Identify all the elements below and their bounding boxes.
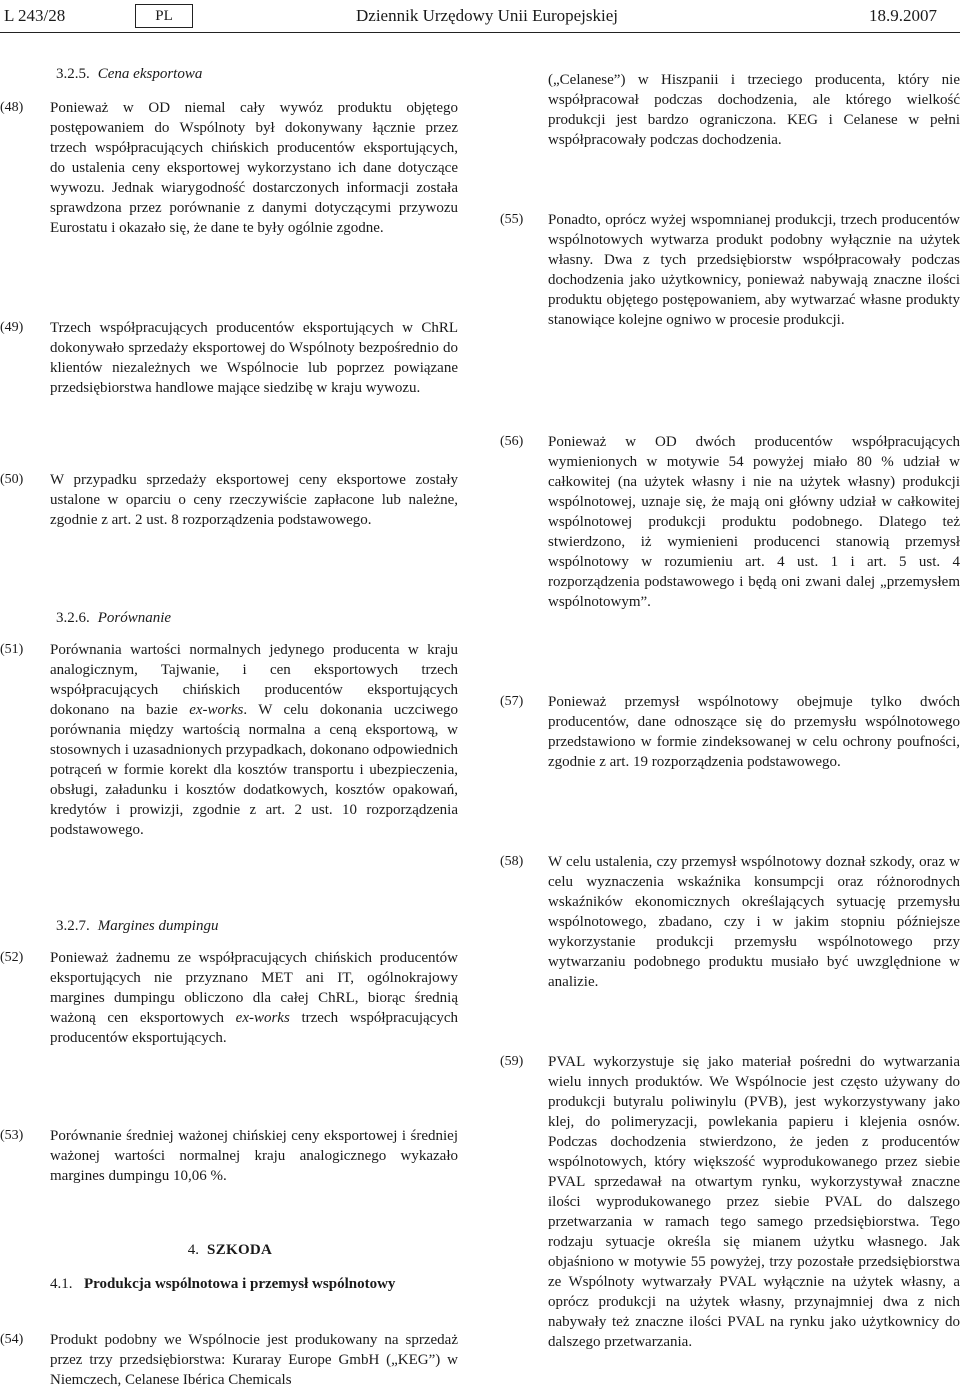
- header-divider: [0, 32, 960, 33]
- language-badge: PL: [135, 4, 193, 28]
- section-heading-3-2-5: 3.2.5. Cena eksportowa: [56, 66, 203, 82]
- paragraph-54-continuation: („Celanese”) w Hiszpanii i trzeciego producenta, który nie współpracował podczas dochodzenia, ale którego wielkość produkcji jest bardzo ograniczona. KEG i Celanese w pełni współpracowały podczas dochodzenia.: [548, 72, 960, 148]
- page-number: L 243/28: [4, 6, 66, 25]
- page-header: [0, 0, 960, 40]
- publication-date: 18.9.2007: [869, 6, 937, 25]
- chapter-heading-4: 4. SZKODA: [187, 1242, 273, 1258]
- journal-title: Dziennik Urzędowy Unii Europejskiej: [356, 6, 619, 25]
- section-heading-3-2-6: 3.2.6. Porównanie: [56, 610, 172, 626]
- section-heading-3-2-7: 3.2.7. Margines dumpingu: [56, 918, 219, 934]
- section-heading-4-1: 4.1. Produkcja wspólnotowa i przemysł wspólnotowy: [50, 1276, 396, 1292]
